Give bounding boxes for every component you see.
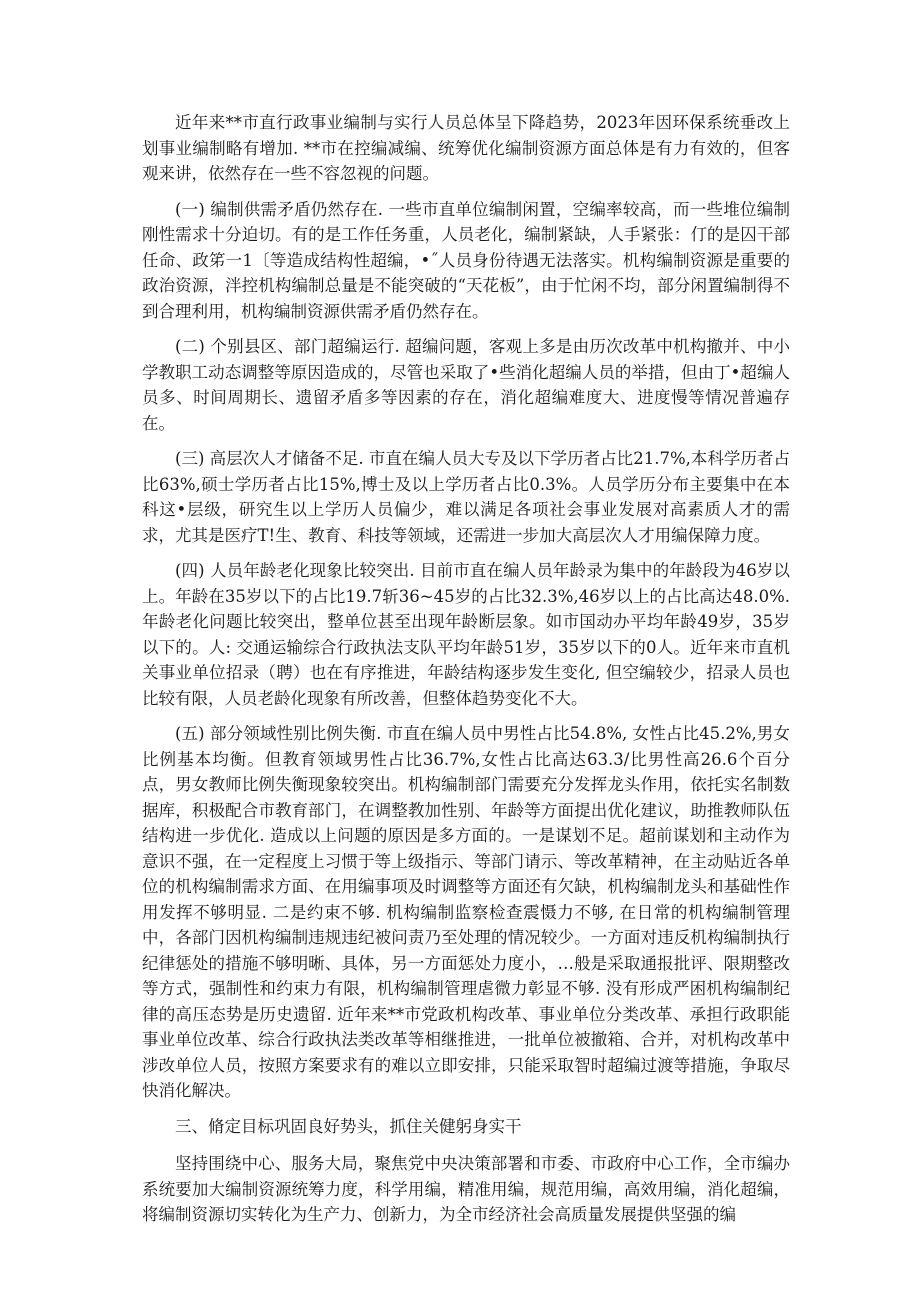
paragraph-intro: 近年来**市直行政事业编制与实行人员总体呈下降趋势，2023年因环保系统垂改上划事业编制略有增加. **市在控编减编、统筹优化编制资源方面总体是有力有效的，但客观来讲，依然存在一些不容忽视的问题。 [142, 113, 790, 183]
paragraph-section-4: (四) 人员年龄老化现象比较突出. 目前市直在编人员年龄录为集中的年龄段为46岁以上。年龄在35岁以下的占比19.7斩36~45岁的占比32.3%,46岁以上的占比高达48.0%.年龄老化问题比较突出，整单位甚至出现年龄断层象。如市国动办平均年龄49岁，35岁以下的。人: 交通运输综合行政执法支队平均年龄51岁，35岁以下的0人。近年来市直机关事业单位招录（聘）也在有序推进，年龄结构逐步发生变化, 但空编较少，招录人员也比较有限，人员老龄化现象有所改善，但整体趋势变化不大。 [142, 561, 790, 708]
paragraph-section-5: (五) 部分领域性别比例失衡. 市直在编人员中男性占比54.8%, 女性占比45.2%,男女比例基本均衡。但教育领域男性占比36.7%,女性占比高达63.3/比男性高26.6个百分点，男女教师比例失衡现象较突出。机构编制部门需要充分发挥龙头作用，依托实名制数据库，积极配合市教育部门，在调整教加性别、年龄等方面提出优化建议，助推教师队伍结构进一步优化. 造成以上问题的原因是多方面的。一是谋划不足。超前谋划和主动作为意识不强，在一定程度上习惯于等上级指示、等部门请示、等改革精神，在主动贴近各单位的机构编制需求方面、在用编事项及时调整等方面还有欠缺，机构编制龙头和基础性作用发挥不够明显. 二是约束不够. 机构编制监察检查震慑力不够, 在日常的机构编制管理中，各部门因机构编制违规违纪被问责乃至处理的情况较少。一方面对违反机构编制执行纪律惩处的措施不够明晰、具体，另一方面惩处力度小，…般是采取通报批评、限期整改等方式，强制性和约束力有限，机构编制管理虐微力彰显不够. 没有形成严困机构编制纪律的高压态势是历史遗留. 近年来**市党政机构改革、事业单位分类改革、承担行政职能事业单位改革、综合行政执法类改革等相继推进，一批单位被撤箱、合并，对机构改革中涉改单位人员，按照方案要求有的难以立即安排，只能采取智时超编过渡等措施，争取尽快消化解决。 [142, 724, 790, 1100]
paragraph-closing: 坚持围绕中心、服务大局，聚焦党中央决策部署和市委、市政府中心工作，全市编办系统要加大编制资源统筹力度，科学用编，精准用编，规范用编，高效用编，消化超编，将编制资源切实转化为生产力、创新力，为全市经济社会高质量发展提供坚强的编 [142, 1154, 790, 1224]
document-body [142, 110, 790, 1238]
paragraph-section-1: (一) 编制供需矛盾仍然存在. 一些市直单位编制闲置，空编率较高，而一些堆位编制刚性需求十分迫切。有的是工作任务重，人员老化，编制紧缺，人手紧张：仃的是囚干部任命、政笫一1〔等造成结构性超编，•˝人员身份待遇无法落实。机构编制资源是重要的政治资源，泮控机构编制总量是不能突破的“天花板”，由于忙闲不均，部分闲置编制得不到合理利用，机构编制资源供需矛盾仍然存在。 [142, 199, 790, 321]
paragraph-section-3: (三) 高层次人才储备不足. 市直在编人员大专及以下学历者占比21.7%,本科学历者占比63%,硕士学历者占比15%,博士及以上学历者占比0.3%。人员学历分布主要集中在本科这•层级，研究生以上学历人员偏少，难以满足各项社会事业发展对高素质人才的需求，尤其是医疗T!生、教育、科技等领域，还需进一步加大高层次人才用编保障力度。 [142, 449, 790, 545]
paragraph-section-2: (二) 个别县区、部门超编运行. 超编问题，客观上多是由历次改革中机构撤并、中小学教职工动态调整等原因造成的，尽管也采取了•些消化超编人员的举措，但由丁•超编人员多、时间周期长、遗留矛盾多等因素的存在，消化超编难度大、进度慢等情况普遍存在。 [142, 337, 790, 433]
section-heading-3: 三、脩定目标巩固良好势头，抓住关健躬身实干 [175, 1116, 522, 1136]
